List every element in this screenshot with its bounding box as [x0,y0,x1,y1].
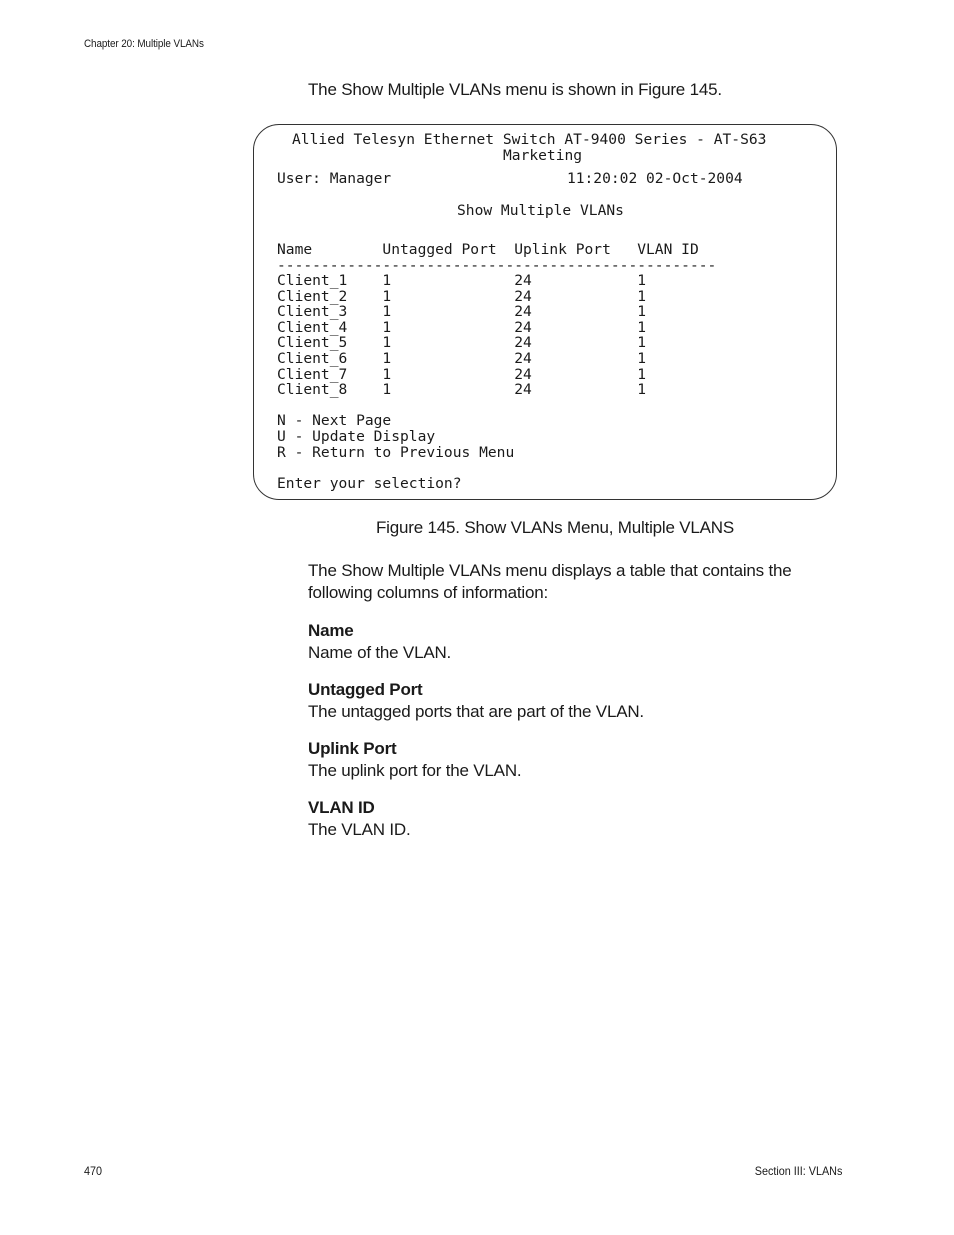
field-term: Untagged Port [308,680,423,699]
table-row: Client_3 1 24 1 [277,303,647,320]
table-row: Client_6 1 24 1 [277,350,647,367]
field-definition: The VLAN ID. [308,820,411,839]
field-definition: The untagged ports that are part of the VLAN. [308,702,644,721]
selection-prompt[interactable]: Enter your selection? [277,475,462,492]
table-row: Client_5 1 24 1 [277,334,647,351]
description-paragraph: The Show Multiple VLANs menu displays a table that contains the following columns of information: [308,561,792,602]
field-term: VLAN ID [308,798,375,817]
terminal-subtitle: Marketing [503,147,583,164]
table-row: Client_7 1 24 1 [277,366,647,383]
terminal-user-line: User: Manager 11:20:02 02-Oct-2004 [277,170,743,187]
field-definition: The uplink port for the VLAN. [308,761,522,780]
menu-option-update-display[interactable]: U - Update Display [277,428,436,445]
field-term: Uplink Port [308,739,397,758]
field-definition: Name of the VLAN. [308,643,452,662]
field-untagged-port [308,679,644,723]
terminal-separator: -------------------------------------------------- [277,257,717,274]
terminal-table-header: Name Untagged Port Uplink Port VLAN ID [277,241,699,258]
page-number: 470 [84,1164,103,1178]
field-term: Name [308,621,354,640]
table-row: Client_4 1 24 1 [277,319,647,336]
field-name [308,620,451,664]
terminal-screen [253,124,837,500]
figure-caption: Figure 145. Show VLANs Menu, Multiple VLANS [376,518,735,537]
field-vlan-id [308,797,410,841]
page-header: Chapter 20: Multiple VLANs [84,38,204,50]
table-row: Client_2 1 24 1 [277,288,647,305]
table-row: Client_8 1 24 1 [277,381,647,398]
field-uplink-port [308,738,521,782]
terminal-title: Allied Telesyn Ethernet Switch AT-9400 Series - AT-S63 [292,131,767,148]
menu-option-return[interactable]: R - Return to Previous Menu [277,444,515,461]
table-row: Client_1 1 24 1 [277,272,647,289]
section-footer: Section III: VLANs [754,1164,842,1178]
terminal-menu-title: Show Multiple VLANs [457,202,624,219]
menu-option-next-page[interactable]: N - Next Page [277,412,392,429]
intro-paragraph: The Show Multiple VLANs menu is shown in Figure 145. [308,80,722,99]
